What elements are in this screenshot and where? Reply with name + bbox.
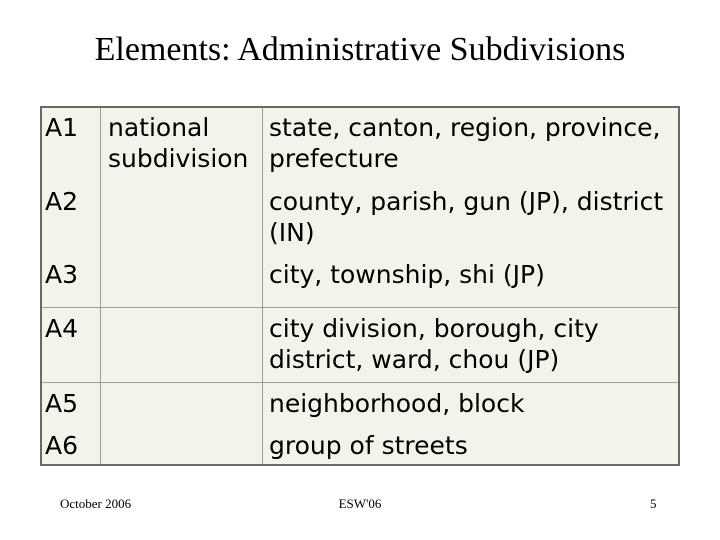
row-examples: state, canton, region, province, prefecture [269,113,661,173]
row-examples: neighborhood, block [269,389,525,418]
column-divider [262,106,263,466]
row-divider [40,307,680,308]
footer-date: October 2006 [60,496,132,511]
row-code: A3 [45,260,79,289]
subdivisions-table [40,106,680,466]
row-code: A1 [45,113,79,142]
row-code: A5 [45,389,79,418]
row-divider [40,382,680,383]
row-examples: group of streets [269,431,468,460]
row-examples: county, parish, gun (JP), district (IN) [269,187,664,247]
row-examples: city, township, shi (JP) [269,260,545,289]
row-code: A6 [45,431,79,460]
row-examples: city division, borough, city district, ward, chou (JP) [269,314,599,374]
row-level: national subdivision [108,113,249,173]
row-code: A2 [45,187,79,216]
slide-number: 5 [650,496,657,511]
column-divider [100,106,101,466]
row-code: A4 [45,314,79,343]
footer-event: ESW'06 [338,496,382,511]
slide-title: Elements: Administrative Subdivisions [94,31,626,68]
